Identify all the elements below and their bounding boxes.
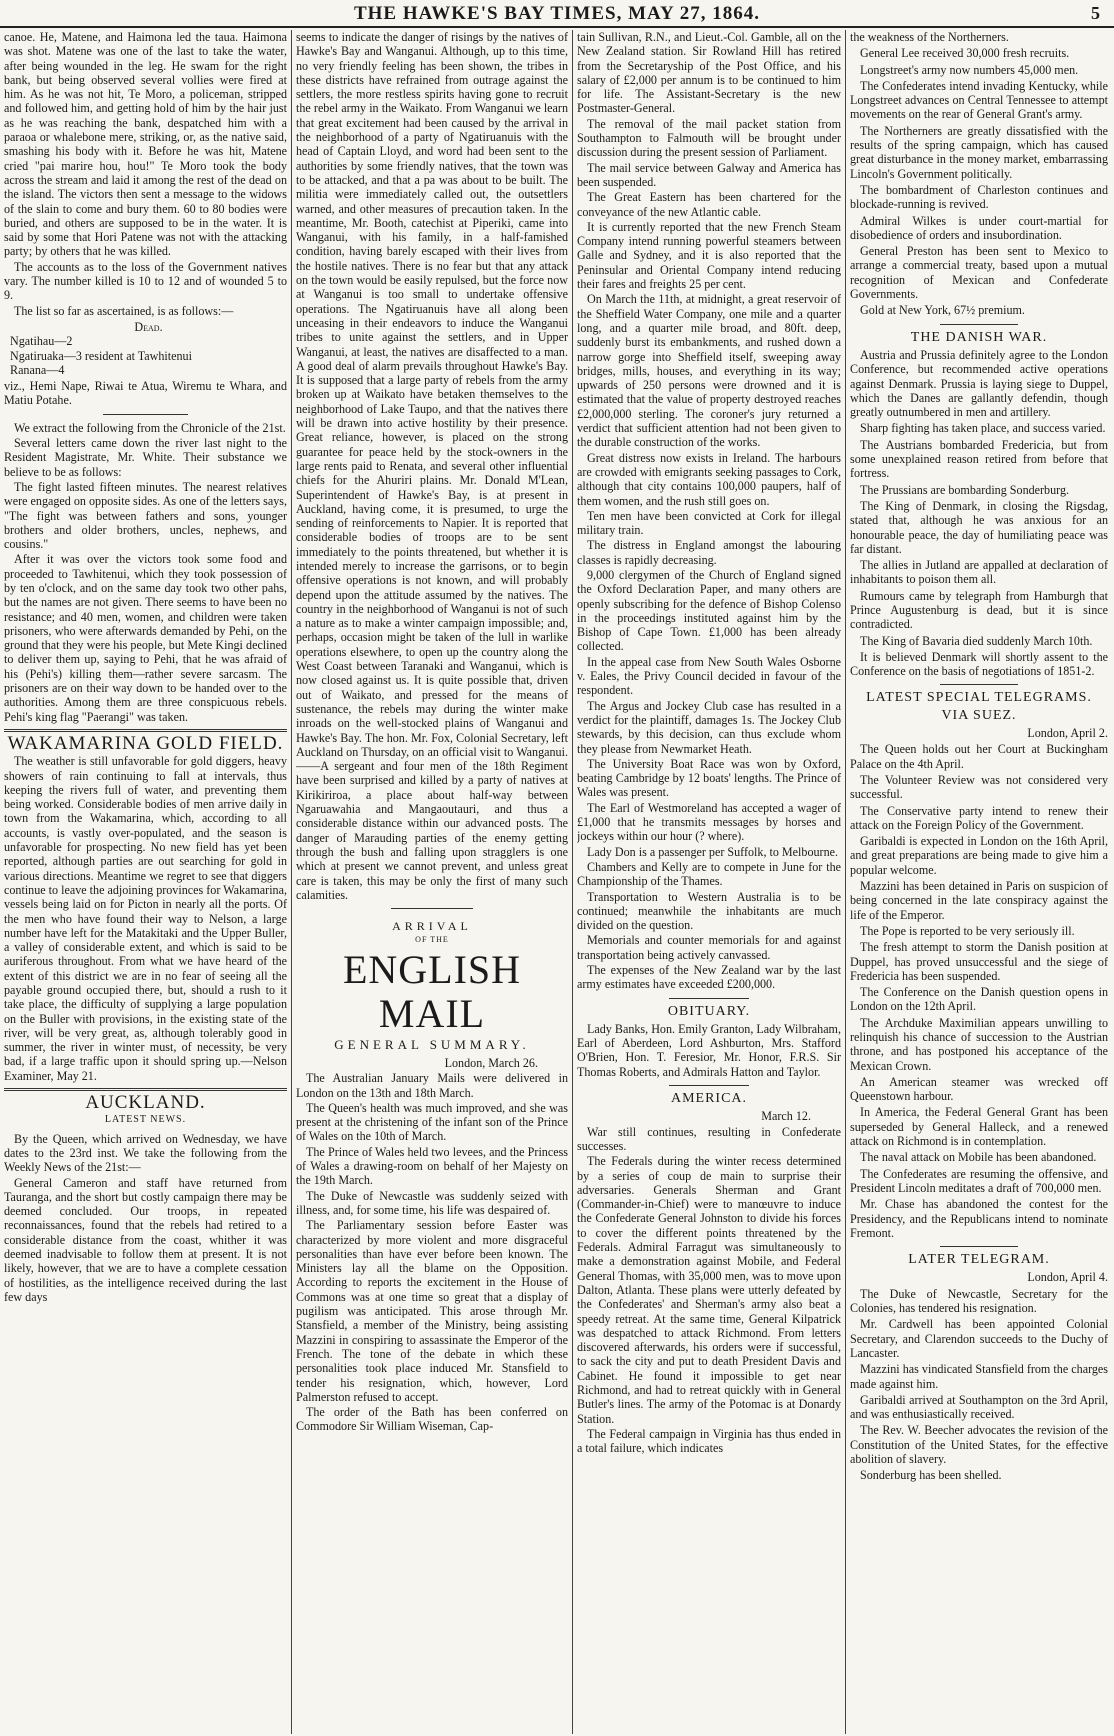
article-paragraph: In the appeal case from New South Wales Osborne v. Eales, the Privy Council decided in favour of the respondent. (577, 654, 841, 698)
article-paragraph: It is currently reported that the new French Steam Company intend running powerful steamers between Galle and Sydney, and it is also reported that the Peninsular and Oriental Company intend reducing their fares and freights 25 per cent. (577, 219, 841, 292)
casualty-list (10, 320, 287, 377)
article-paragraph: Austria and Prussia definitely agree to the London Conference, but recommended active operations against Denmark. Prussia is laying siege to Duppel, which the Danes are gallantly defendin, though greatly outnumbered in men and artillery. (850, 347, 1108, 420)
article-paragraph: The Rev. W. Beecher advocates the revision of the Constitution of the United States, for the effective abolition of slavery. (850, 1423, 1108, 1467)
article-paragraph: the weakness of the Northerners. (850, 30, 1009, 44)
page-number: 5 (1091, 3, 1100, 23)
column-4 (850, 30, 1108, 1734)
article-paragraph: General Preston has been sent to Mexico to arrange a commercial treaty, based upon a mutual recognition of Mexican and Confederate Governments. (850, 244, 1108, 302)
article-paragraph: The Prussians are bombarding Sonderburg. (860, 482, 1070, 497)
article-paragraph: The naval attack on Mobile has been abandoned. (860, 1150, 1097, 1165)
article-paragraph: Transportation to Western Australia is to be continued; meanwhile the inhabitants are much divided on the question. (577, 889, 841, 933)
article-paragraph: Garibaldi is expected in London on the 16th April, and great preparations are being made to give him a popular welcome. (850, 834, 1108, 877)
article-paragraph: The Conference on the Danish question opens in London on the 12th April. (850, 985, 1108, 1014)
article-paragraph: Chambers and Kelly are to compete in June for the Championship of the Thames. (577, 859, 841, 889)
section-divider (940, 1246, 1017, 1247)
section-subheading: LATEST NEWS. (104, 1114, 187, 1126)
article-paragraph: An American steamer was wrecked off Queenstown harbour. (850, 1074, 1108, 1104)
dateline: London, April 2. (1027, 726, 1108, 741)
article-paragraph: We extract the following from the Chronicle of the 21st. (14, 420, 286, 435)
article-paragraph: Rumours came by telegraph from Hamburgh that Prince Augustenburg is dead, but it is since contradicted. (850, 588, 1108, 632)
section-divider (391, 908, 473, 909)
dateline: London, March 26. (444, 1056, 538, 1070)
article-paragraph: The Federals during the winter recess determined by a series of coup de main to surprise their adversaries. Generals Sherman and Grant (Commander-in-Chief) were to manœuvre to induce the Confederate General Johnston to divide his forces to cover the different points threatened by the Federals. Admiral Farragut was simultaneously to make a demonstration against Mobile, and Federal General Thomas, with 35,000 men, was to move upon Dalton, Atlanta. These plans were utterly defeated by the Confederates' and Sherman's army also beat a speedy retreat. At the same time, General Kilpatrick was despatched to attack Richmond. From letters discovered afterwards, his orders were if successful, to sack the city and put to death President Davis and Cabinet. He found it impossible to get near Richmond, and had to retreat quickly with in General Butler's lines. The army of the Potomac is at Donardy Station. (577, 1154, 841, 1426)
section-heading-telegrams: LATEST SPECIAL TELEGRAMS. (866, 690, 1092, 706)
banner-arrival: ARRIVAL (392, 919, 472, 934)
article-paragraph: The removal of the mail packet station from Southampton to Falmouth will be brought under discussion during the present session of Parliament. (577, 116, 841, 160)
article-paragraph: The fight lasted fifteen minutes. The nearest relatives were engaged on opposite sides. As one of the letters says, "The fight was between fathers and sons, younger brothers and older brothers, uncles, nephews, and cousins." (4, 479, 287, 552)
article-paragraph: The bombardment of Charleston continues and blockade-running is revived. (850, 182, 1108, 212)
column-3 (577, 30, 841, 1734)
article-paragraph: The Confederates are resuming the offensive, and President Lincoln meditates a draft of 700,000 men. (850, 1166, 1108, 1195)
newspaper-title: THE HAWKE'S BAY TIMES, MAY 27, 1864. (353, 3, 761, 24)
article-paragraph: The allies in Jutland are appalled at declaration of inhabitants to poison them all. (850, 558, 1108, 587)
article-paragraph: The Archduke Maximilian appears unwilling to relinquish his chance of succession to the Austrian throne, and has postponed his acceptance of the Mexican Crown. (850, 1015, 1108, 1073)
article-paragraph: viz., Hemi Nape, Riwai te Atua, Wiremu te Whara, and Matiu Potahe. (4, 379, 287, 408)
section-heading-later-telegram: LATER TELEGRAM. (908, 1252, 1050, 1268)
section-divider (4, 1088, 287, 1091)
article-paragraph: By the Queen, which arrived on Wednesday, we have dates to the 23rd inst. We take the following from the Weekly News of the 21st:— (4, 1131, 287, 1175)
dateline: London, April 4. (1027, 1270, 1108, 1285)
article-paragraph: The Volunteer Review was not considered very successful. (850, 772, 1108, 802)
article-paragraph: Lady Don is a passenger per Suffolk, to Melbourne. (587, 844, 839, 859)
article-paragraph: The Confederates intend invading Kentucky, while Longstreet advances on Central Tennessee to attempt movements on the rear of General Grant's army. (850, 78, 1108, 122)
column-2 (296, 30, 568, 1734)
article-paragraph: The Argus and Jockey Club case has resulted in a verdict for the plaintiff, damages 1s. The Jockey Club stewards, by this decision, can thus exclude whom they please from Newmarket Heath. (577, 698, 841, 756)
article-paragraph: The mail service between Galway and America has been suspended. (577, 160, 841, 189)
article-paragraph: Sharp fighting has taken place, and success varied. (860, 421, 1106, 436)
article-paragraph: Mazzini has vindicated Stansfield from the charges made against him. (850, 1362, 1108, 1391)
article-paragraph: The expenses of the New Zealand war by the last army estimates have exceeded £200,000. (577, 963, 841, 992)
article-paragraph: The University Boat Race was won by Oxford, beating Cambridge by 12 boats' lengths. The Prince of Wales was present. (577, 756, 841, 800)
article-paragraph: General Cameron and staff have returned from Tauranga, and the short but costly campaign there may be deemed concluded. Our troops, in repeated reconnaissances, found that the rebels had retired to a considerable distance from the coast, whither it was deemed inadvisable to follow them at present. It is not likely, however, that we are to have a complete cessation of hostilities, as the intelligence received during the last few days (4, 1175, 287, 1304)
page-columns (0, 30, 1114, 1734)
casualty-list-item: Ngatihau—2 (10, 334, 73, 349)
masthead (0, 0, 1114, 28)
article-paragraph: Longstreet's army now numbers 45,000 men. (860, 62, 1079, 77)
article-paragraph: The King of Denmark, in closing the Rigsdag, stated that, although he was anxious for an honourable peace, the day of humiliating peace was far distant. (850, 498, 1108, 556)
article-paragraph: The Great Eastern has been chartered for the conveyance of the new Atlantic cable. (577, 190, 841, 219)
article-paragraph: The order of the Bath has been conferred on Commodore Sir William Wiseman, Cap- (296, 1405, 568, 1434)
article-paragraph: It is believed Denmark will shortly assent to the Conference on the basis of negotiations of 1851-2. (850, 649, 1108, 679)
article-paragraph: Several letters came down the river last night to the Resident Magistrate, Mr. White. Their substance we believe to be as follows: (4, 436, 287, 479)
banner-of-the: OF THE (415, 935, 449, 945)
article-paragraph: The weather is still unfavorable for gold diggers, heavy showers of rain continuing to fall at intervals, thus keeping the rivers full of water, and preventing them being worked. Considerable bodies of men arrive daily in town from the Wakamarina, which, according to all accounts, is vastly over-populated, and the season is unfavorable for prospecting. No new field has yet been reported, although parties are out searching for gold in various directions. Meantime we regret to see that diggers continue to leave the adjoining provinces for Wakamarina, vessels being laid on for Picton in nearly all the ports. Of the men who have found their way to Nelson, a large number have left for the Matakitaki and the Upper Buller, a valley of considerable extent, and which is said to be auriferous throughout. From what we have heard of the extent of this district we are in no fear of seeing all the payable ground occupied there, but, should a rush to it take place, the difficulty of supplying a large population on the Buller with provisions, in the existing state of the river, will be very great, as, although tolerably good in summer, the river in winter must, of necessity, be very bad, if a large traffic upon it should spring up.—Nelson Examiner, May 21. (4, 754, 287, 1083)
section-divider (940, 324, 1017, 325)
dateline: March 12. (761, 1109, 811, 1124)
article-paragraph: The accounts as to the loss of the Government natives vary. The number killed is 10 to 12 and of wounded 5 to 9. (4, 259, 287, 303)
article-paragraph: The Pope is reported to be very seriously ill. (860, 923, 1075, 938)
article-paragraph: Mr. Cardwell has been appointed Colonial Secretary, and Clarendon succeeds to the Duchy of Lancaster. (850, 1317, 1108, 1360)
column-rule (572, 30, 573, 1734)
casualty-list-heading: Dead. (134, 319, 163, 334)
article-paragraph: The King of Bavaria died suddenly March 10th. (860, 633, 1093, 648)
section-subheading: VIA SUEZ. (941, 707, 1017, 723)
article-paragraph: seems to indicate the danger of risings by the natives of Hawke's Bay and Wanganui. Although, up to this time, no very friendly feeling has been shown, the tribes in these districts have refrained from outrage against the settlers, the more restless spirits having gone to recruit the rebel army in the Waikato. From Wanganui we learn that great excitement had been caused by the arrival in the neighborhood of a party of Ngatiruanuis with the head of Captain Lloyd, and word had been sent to the authorities by some friendly natives, that the town was to be attacked, and that a pa was about to be built. The militia were immediately called out, the outsettlers warned, and other measures of precaution taken. In the meantime, Mr. Booth, catechist at Piperiki, came into Wanganui, with his family, in a half-famished condition, having barely escaped with their lives from the hostile natives. There is no fear but that any attack on the town would be easily repulsed, but the force now at Wanganui is too small to undertake offensive operations. The Ngatiruanuis have all along been unceasing in their endeavors to induce the Wanganui tribes to unite against the settlers, and in Upper Wanganui, at least, the natives are disaffected to a man. A good deal of alarm prevails throughout Hawke's Bay. It is supposed that a large party of rebels from the army broken up at Waikato have betaken themselves to the neighborhood of Lake Taupo, and that the natives there will be drawn into active hostility by their presence. Great reliance, however, is placed on the strong guarantee for peace held by the stock-owners in the large rents paid to Renata, and several other influential chiefs for the Ahuriri plains. Mr. Donald M'Lean, Superintendent of Hawke's Bay, is at present in Auckland, having come, it is presumed, to urge the sending of reinforcements to Napier. It is reported that considerable bodies of troops are to be sent immediately to the points threatened, but whether it is intended merely to increase the garrisons, or to begin offensive operations is not known, and will probably depend upon the attitude assumed by the natives. The country in the neighborhood of Wanganui is not of such a nature as to make a winter campaign impossible; and, perhaps, occasion might be taken of the lull in warlike operations elsewhere, to open up the country along the West Coast between Taranaki and Wanganui, which is now closed against us. It is quite possible that, driven out of Waikato, and pressed for the means of sustenance, the rebels may during the winter make inroads on the well-stocked plains of Wanganui and Hawke's Bay. The hon. Mr. Fox, Colonial Secretary, left Auckland on Thursday, on an official visit to Wanganui.——A sergeant and four men of the 18th Regiment have been surprised and killed by a party of natives at Kirikiriroa, a place about half-way between Ngaruawahia and Mangaoutauri, and thus a considerable distance within our advanced posts. The danger of Marauding parties of the enemy getting through the bush and falling upon stragglers is one which at present we cannot prevent, and unless great care is taken, this may be only the first of many such calamities. (296, 30, 568, 902)
article-paragraph: The Duke of Newcastle was suddenly seized with illness, and, for some time, his life was despaired of. (296, 1188, 568, 1217)
section-heading-america: AMERICA. (670, 1091, 748, 1107)
article-paragraph: Mr. Chase has abandoned the contest for the Presidency, and the Republicans intend to nominate Fremont. (850, 1197, 1108, 1240)
article-paragraph: General Lee received 30,000 fresh recruits. (860, 46, 1070, 61)
section-heading-danish-war: THE DANISH WAR. (910, 329, 1048, 345)
article-paragraph: Gold at New York, 67½ premium. (860, 303, 1025, 318)
article-paragraph: The Parliamentary session before Easter was characterized by more violent and more disgraceful personalities than have ever before been known. The Ministers lay all the blame on the Opposition. According to reports the excitement in the House of Commons was at one time so great that a display of pugilism was anticipated. This arose through Mr. Stansfield, a member of the Ministry, being assisting Mazzini in conspiring to assassinate the Emperor of the French. The tone of the debate in which these personalities took place induced Mr. Stansfield to tender his resignation, which, however, Lord Palmerston refused to accept. (296, 1218, 568, 1404)
banner-general-summary: GENERAL SUMMARY. (334, 1036, 530, 1052)
article-paragraph: Mazzini has been detained in Paris on suspicion of being concerned in the late conspiracy against the life of the Emperor. (850, 879, 1108, 922)
column-rule (291, 30, 292, 1734)
article-paragraph: The Earl of Westmoreland has accepted a wager of £1,000 that he transmits messages by horses and jockeys within our hour (? where). (577, 800, 841, 844)
article-paragraph: The Australian January Mails were delivered in London on the 13th and 18th March. (296, 1071, 568, 1100)
section-divider (4, 729, 287, 732)
article-paragraph: The fresh attempt to storm the Danish position at Duppel, has proved unsuccessful and the siege of Fredericia has been suspended. (850, 940, 1108, 983)
article-paragraph: The Queen holds out her Court at Buckingham Palace on the 4th April. (850, 742, 1108, 771)
article-paragraph: The Northerners are greatly dissatisfied with the results of the spring campaign, which has caused great disturbance in the money market, embarrassing Lincoln's Government politically. (850, 123, 1108, 181)
section-heading-auckland: AUCKLAND. (85, 1092, 206, 1114)
article-paragraph: The list so far as ascertained, is as follows:— (14, 303, 234, 318)
article-paragraph: Memorials and counter memorials for and against transportation being actively canvassed. (577, 933, 841, 962)
column-1 (4, 30, 287, 1734)
article-paragraph: Sonderburg has been shelled. (860, 1468, 1002, 1483)
article-paragraph: The distress in England amongst the labouring classes is rapidly decreasing. (577, 538, 841, 567)
article-paragraph: On March the 11th, at midnight, a great reservoir of the Sheffield Water Company, one mile and a quarter long, and a quarter mile broad, and 80ft. deep, suddenly burst its embankments, and rushed down a narrow gorge into Sheffield itself, sweeping away bridges, mills, houses, and everything in its way; upwards of 250 persons were drowned and it is estimated that the value of property destroyed reaches £2,000,000 sterling. The coroner's jury returned a verdict that sufficient attention had not been given to the durable construction of the works. (577, 292, 841, 450)
article-paragraph: tain Sullivan, R.N., and Lieut.-Col. Gamble, all on the New Zealand station. Sir Rowland Hill has retired from the Secretaryship of the Post Office, and his salary of £2,000 per annum is to be continued to him for life. The Assistant-Secretary is the new Postmaster-General. (577, 30, 841, 116)
casualty-list-item: Ngatiruaka—3 resident at Tawhitenui (10, 348, 192, 363)
article-paragraph: War still continues, resulting in Confederate successes. (577, 1124, 841, 1153)
article-paragraph: Lady Banks, Hon. Emily Granton, Lady Wilbraham, Earl of Aberdeen, Lord Ashburton, Mrs. Stafford O'Brien, Hon. T. Feresior, Mr. Honor, F.R.S. Sir Thomas Roberts, and Admirals Hatton and Taylor. (577, 1021, 841, 1079)
article-paragraph: canoe. He, Matene, and Haimona led the taua. Haimona was shot. Matene was one of the last to take the water, after being wounded in the leg. He swam for the right bank, but being observed several vollies were fired at him. As he was not hit, Te Moro, a policeman, stripped and followed him, and getting hold of him by the hair just as he was reaching the bank, despatched him with a paraoa or whalebone mere, striking, or, as the native said, smashing his body with it. Before he was hit, Matene cried "pai marire hou, hou!" Te Moro took the body across the stream and laid it among the rest of the dead on the island. The victors then sent a message to the widows of the slain to come and bury them. 60 to 80 bodies were buried, and others are supposed to be in the water. It is said by some that Hori Patene was not with the attacking party; by others that he was killed. (4, 30, 287, 259)
section-heading-wakamarina: WAKAMARINA GOLD FIELD. (7, 732, 284, 754)
section-divider (940, 684, 1017, 685)
section-divider (669, 1085, 748, 1086)
article-paragraph: The Conservative party intend to renew their attack on the Foreign Policy of the Government. (850, 803, 1108, 832)
section-heading-obituary: OBITUARY. (667, 1003, 751, 1019)
column-rule (845, 30, 846, 1734)
banner-english-mail: ENGLISH MAIL (342, 946, 522, 1036)
article-paragraph: 9,000 clergymen of the Church of England signed the Oxford Declaration Paper, and many others are openly subscribing for the defence of Bishop Colenso in the proceedings instituted against him by the Bishop of Cape Town. £1,000 has been already collected. (577, 567, 841, 654)
article-paragraph: After it was over the victors took some food and proceeded to Tawhitenui, which they took possession of by ten o'clock, and on the same day took two other pahs, but the names are not given. There seems to have been no resistance; and 40 men, women, and children were taken prisoners, who were afterwards demanded by Pehi, on the ground that they were his people, but Mete Kingi declined to deliver them up, saying to Pehi, that he was afraid of his (Pehi's) killing them—rather severe sarcasm. The prisoners are on their way down to be handed over to the authorities. Among them are three conspicuous rebels. Pehi's king flag "Paerangi" was taken. (4, 552, 287, 724)
article-paragraph: Admiral Wilkes is under court-martial for disobedience of orders and insubordination. (850, 213, 1108, 242)
article-paragraph: The Prince of Wales held two levees, and the Princess of Wales a drawing-room on behalf of her Majesty on the 19th March. (296, 1144, 568, 1188)
article-paragraph: The Duke of Newcastle, Secretary for the Colonies, has tendered his resignation. (850, 1286, 1108, 1316)
casualty-list-item: Ranana—4 (10, 362, 65, 377)
article-paragraph: In America, the Federal General Grant has been superseded by General Halleck, and a renewed attack on Richmond is in contemplation. (850, 1105, 1108, 1149)
article-paragraph: Garibaldi arrived at Southampton on the 3rd April, and was enthusiastically received. (850, 1392, 1108, 1422)
article-paragraph: The Federal campaign in Virginia has thus ended in a total failure, which indicates (577, 1426, 841, 1456)
section-divider (669, 998, 748, 999)
article-paragraph: The Austrians bombarded Fredericia, but from some unexplained reason retired from before that fortress. (850, 437, 1108, 481)
article-paragraph: Ten men have been convicted at Cork for illegal military train. (577, 508, 841, 538)
article-paragraph: Great distress now exists in Ireland. The harbours are crowded with emigrants seeking passages to Cork, although that city contains 100,000 paupers, half of them women, and the rush still goes on. (577, 450, 841, 508)
section-divider (103, 414, 188, 415)
article-paragraph: The Queen's health was much improved, and she was present at the christening of the infant son of the Prince of Wales on the 10th of March. (296, 1100, 568, 1144)
